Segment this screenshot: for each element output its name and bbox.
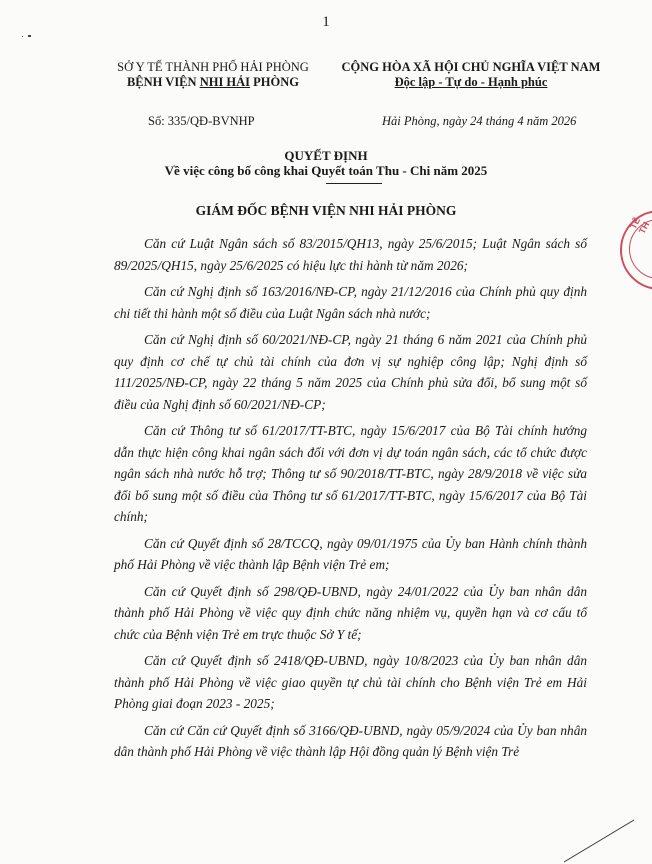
agency-line-2-pre: BỆNH VIỆN [126,75,200,89]
issuing-agency [108,60,318,90]
subtitle-divider [326,183,382,184]
agency-line-2-post: PHÒNG [250,75,300,89]
issuer-title: GIÁM ĐỐC BỆNH VIỆN NHI HẢI PHÒNG [195,203,457,218]
page-number: 1 [322,14,330,30]
place-and-date: Hải Phòng, ngày 24 tháng 4 năm 2026 [382,114,577,128]
paragraph: Căn cứ Quyết định số 2418/QĐ-UBND, ngày 10/8/2023 của Ủy ban nhân dân thành phố Hải Phòng về việc giao quyền tự chủ tài chính cho Bệnh viện Trẻ em Hải Phòng giai đoạn 2023 - 2025; [114,653,587,711]
official-seal-text: TẾ TH [628,215,652,236]
agency-line-2-underlined: NHI HẢI [199,75,251,89]
document-title: QUYẾT ĐỊNH [284,148,368,163]
national-header [330,60,612,90]
country-name: CỘNG HÒA XÃ HỘI CHỦ NGHĨA VIỆT NAM [341,60,601,74]
paragraph: Căn cứ Nghị định số 163/2016/NĐ-CP, ngày 21/12/2016 của Chính phủ quy định chi tiết thi hành một số điều của Luật Ngân sách nhà nước; [114,284,587,321]
scan-mark [28,35,31,37]
paragraph: Căn cứ Nghị định số 60/2021/NĐ-CP, ngày 21 tháng 6 năm 2021 của Chính phủ quy định cơ chế tự chủ tài chính của đơn vị sự nghiệp công lập; Nghị định số 111/2025/NĐ-CP, ngày 22 tháng 5 năm 2025 của Chính phủ sửa đổi, bổ sung một số điều của Nghị định số 60/2021/NĐ-CP; [114,332,587,412]
paragraph: Căn cứ Căn cứ Quyết định số 3166/QĐ-UBND, ngày 05/9/2024 của Ủy ban nhân dân thành phố Hải Phòng về việc thành lập Hội đồng quản lý Bệnh viện Trẻ [114,722,587,759]
paragraph: Căn cứ Quyết định số 28/TCCQ, ngày 09/01/1975 của Ủy ban Hành chính thành phố Hải Phòng về việc thành lập Bệnh viện Trẻ em; [114,535,587,572]
document-number: Số: 335/QĐ-BVNHP [148,114,255,128]
scan-mark [22,36,23,37]
paragraph: Căn cứ Thông tư số 61/2017/TT-BTC, ngày 15/6/2017 của Bộ Tài chính hướng dẫn thực hiện công khai ngân sách đối với đơn vị dự toán ngân sách, các tổ chức được ngân sách nhà nước hỗ trợ; Thông tư số 90/2018/TT-BTC, ngày 28/9/2018 về việc sửa đổi bổ sung một số điều của Thông tư số 61/2017/TT-BTC, ngày 15/6/2017 của Bộ Tài chính; [114,423,587,524]
paragraph: Căn cứ Quyết định số 298/QĐ-UBND, ngày 24/01/2022 của Ủy ban nhân dân thành phố Hải Phòng về việc quy định chức năng nhiệm vụ, quyền hạn và cơ cấu tổ chức của Bệnh viện Trẻ em trực thuộc Sở Y tế; [114,583,587,642]
paragraph: Căn cứ Luật Ngân sách số 83/2015/QH13, ngày 25/6/2015; Luật Ngân sách số 89/2025/QH15, ngày 25/6/2025 có hiệu lực thi hành từ năm 2026; [114,236,587,273]
national-motto: Độc lập - Tự do - Hạnh phúc [394,75,548,89]
document-subtitle: Về việc công bố công khai Quyết toán Thu - Chi năm 2025 [164,163,488,178]
agency-line-2 [108,75,318,90]
signature-stroke [560,818,640,864]
agency-line-1: SỞ Y TẾ THÀNH PHỐ HẢI PHÒNG [117,60,309,74]
document-body [114,233,587,768]
